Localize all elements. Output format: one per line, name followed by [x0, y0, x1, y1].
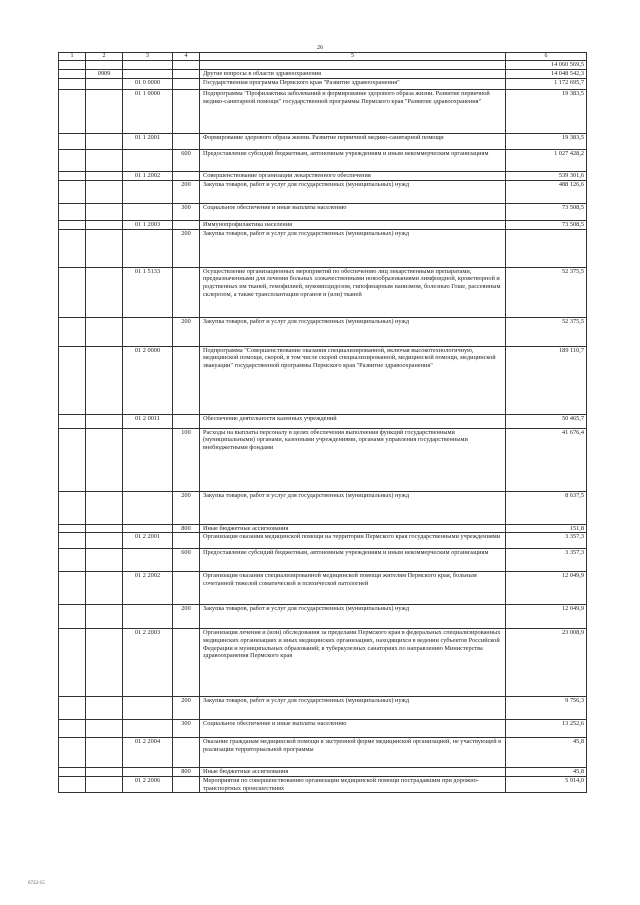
cell-amount: 45,8 [506, 768, 587, 777]
cell-description: Государственная программа Пермского края "Развитие здравоохранения" [200, 79, 506, 90]
table-row [59, 90, 587, 134]
cell-subsection [86, 61, 123, 70]
cell-target-item [123, 150, 173, 172]
cell-section [59, 203, 86, 220]
cell-section [59, 317, 86, 346]
cell-amount: 12 049,9 [506, 572, 587, 605]
cell-description: Социальное обеспечение и иные выплаты населению [200, 203, 506, 220]
cell-section [59, 61, 86, 70]
cell-section [59, 777, 86, 793]
cell-section [59, 605, 86, 629]
cell-expense-type [173, 414, 200, 428]
cell-subsection: 0909 [86, 70, 123, 79]
table-row [59, 629, 587, 697]
cell-expense-type: 600 [173, 549, 200, 572]
cell-expense-type: 100 [173, 428, 200, 491]
cell-target-item [123, 180, 173, 203]
cell-expense-type: 600 [173, 150, 200, 172]
cell-expense-type: 200 [173, 605, 200, 629]
cell-section [59, 90, 86, 134]
cell-section [59, 697, 86, 720]
cell-description: Закупка товаров, работ и услуг для государственных (муниципальных) нужд [200, 229, 506, 267]
cell-expense-type: 200 [173, 317, 200, 346]
cell-subsection [86, 172, 123, 181]
cell-target-item [123, 229, 173, 267]
table-row [59, 172, 587, 181]
cell-section [59, 414, 86, 428]
cell-subsection [86, 491, 123, 524]
table-row [59, 533, 587, 549]
table-row [59, 605, 587, 629]
cell-description: Иные бюджетные ассигнования [200, 768, 506, 777]
cell-section [59, 346, 86, 414]
cell-expense-type [173, 738, 200, 768]
table-row [59, 180, 587, 203]
cell-amount: 151,8 [506, 524, 587, 533]
cell-target-item: 01 1 0000 [123, 90, 173, 134]
table-row [59, 738, 587, 768]
cell-expense-type [173, 61, 200, 70]
cell-subsection [86, 777, 123, 793]
cell-description: Формирование здорового образа жизни. Развитие первичной медико-санитарной помощи [200, 134, 506, 150]
cell-section [59, 491, 86, 524]
cell-amount: 23 008,9 [506, 629, 587, 697]
cell-description: Мероприятия по совершенствованию организации медицинской помощи пострадавшим при дорожно-транспортных происшествиях [200, 777, 506, 793]
cell-description: Социальное обеспечение и иные выплаты населению [200, 720, 506, 738]
footer-code: 6722-15 [28, 881, 45, 886]
cell-subsection [86, 428, 123, 491]
cell-expense-type [173, 572, 200, 605]
cell-description: Иные бюджетные ассигнования [200, 524, 506, 533]
cell-section [59, 629, 86, 697]
cell-target-item [123, 317, 173, 346]
cell-section [59, 229, 86, 267]
cell-target-item: 01 0 0000 [123, 79, 173, 90]
column-number-1: 1 [59, 53, 86, 61]
cell-subsection [86, 768, 123, 777]
cell-subsection [86, 150, 123, 172]
cell-target-item: 01 1 5133 [123, 267, 173, 317]
cell-amount: 14 060 569,5 [506, 61, 587, 70]
cell-target-item [123, 549, 173, 572]
cell-target-item [123, 70, 173, 79]
cell-section [59, 768, 86, 777]
cell-amount: 539 301,6 [506, 172, 587, 181]
cell-subsection [86, 549, 123, 572]
cell-amount: 8 637,5 [506, 491, 587, 524]
column-number-6: 6 [506, 53, 587, 61]
cell-target-item: 01 2 0000 [123, 346, 173, 414]
table-row [59, 697, 587, 720]
cell-description: Подпрограмма "Профилактика заболеваний и формирование здорового образа жизни. Развитие первичной медико-санитарной помощи" государственной программы Пермского края "Развитие здравоохранения" [200, 90, 506, 134]
cell-target-item [123, 524, 173, 533]
cell-expense-type: 200 [173, 491, 200, 524]
cell-description: Организация лечения и (или) обследования за пределами Пермского края в федеральных специализированных медицинских организациях и иных медицинских организациях, находящихся в ведении субъектов Российской Федерации и муниципальных образований; в туберкулезных санаториях по направлению Министерства здравоохранения Пермского края [200, 629, 506, 697]
table-row [59, 346, 587, 414]
cell-section [59, 549, 86, 572]
table-row [59, 549, 587, 572]
cell-section [59, 134, 86, 150]
table-row [59, 70, 587, 79]
cell-amount: 73 508,5 [506, 220, 587, 229]
table-row [59, 61, 587, 70]
cell-amount: 488 126,6 [506, 180, 587, 203]
cell-subsection [86, 629, 123, 697]
cell-subsection [86, 605, 123, 629]
cell-section [59, 267, 86, 317]
cell-expense-type [173, 220, 200, 229]
cell-description: Закупка товаров, работ и услуг для государственных (муниципальных) нужд [200, 317, 506, 346]
cell-description: Осуществление организационных мероприятий по обеспечению лиц лекарственными препаратами, предназначенными для лечения больных злокачественными новообразованиями лимфоидной, кроветворной и родственных им тканей, гемофилией, муковисцидозом, гипофизарным нанизмом, болезнью Гоше, рассеянным склерозом, а также трансплантации органов и (или) тканей [200, 267, 506, 317]
cell-subsection [86, 738, 123, 768]
table-row [59, 491, 587, 524]
cell-expense-type: 200 [173, 229, 200, 267]
table-row [59, 150, 587, 172]
cell-amount: 1 172 695,7 [506, 79, 587, 90]
cell-description: Иммунопрофилактика населения [200, 220, 506, 229]
cell-amount: 12 049,9 [506, 605, 587, 629]
cell-expense-type [173, 777, 200, 793]
cell-amount: 19 383,5 [506, 134, 587, 150]
cell-target-item: 01 1 2002 [123, 172, 173, 181]
cell-section [59, 720, 86, 738]
cell-subsection [86, 134, 123, 150]
table-row [59, 229, 587, 267]
cell-amount: 9 756,3 [506, 697, 587, 720]
table-row [59, 267, 587, 317]
cell-amount: 73 508,5 [506, 203, 587, 220]
cell-expense-type: 800 [173, 524, 200, 533]
cell-amount: 14 048 542,3 [506, 70, 587, 79]
table-row [59, 79, 587, 90]
cell-section [59, 172, 86, 181]
cell-amount: 52 375,5 [506, 267, 587, 317]
cell-description: Другие вопросы в области здравоохранения [200, 70, 506, 79]
cell-target-item [123, 697, 173, 720]
cell-expense-type [173, 70, 200, 79]
cell-expense-type [173, 79, 200, 90]
cell-expense-type: 300 [173, 720, 200, 738]
cell-expense-type [173, 267, 200, 317]
cell-target-item [123, 61, 173, 70]
cell-subsection [86, 697, 123, 720]
column-number-3: 3 [123, 53, 173, 61]
cell-section [59, 70, 86, 79]
column-number-4: 4 [173, 53, 200, 61]
column-number-5: 5 [200, 53, 506, 61]
cell-subsection [86, 346, 123, 414]
cell-target-item [123, 768, 173, 777]
cell-target-item: 01 2 2002 [123, 572, 173, 605]
cell-subsection [86, 317, 123, 346]
cell-target-item: 01 1 2003 [123, 220, 173, 229]
cell-description: Расходы на выплаты персоналу в целях обеспечения выполнения функций государственными (муниципальными) органами, казенными учреждениями, органами управления государственными внебюджетными фондами [200, 428, 506, 491]
cell-expense-type [173, 533, 200, 549]
cell-target-item: 01 2 2001 [123, 533, 173, 549]
column-number-row [59, 53, 587, 61]
table-row [59, 414, 587, 428]
cell-description: Совершенствование организации лекарственного обеспечения [200, 172, 506, 181]
table-row [59, 524, 587, 533]
cell-section [59, 572, 86, 605]
table-body [59, 61, 587, 793]
cell-target-item [123, 720, 173, 738]
cell-target-item [123, 605, 173, 629]
table-row [59, 720, 587, 738]
cell-section [59, 180, 86, 203]
cell-target-item: 01 2 2006 [123, 777, 173, 793]
cell-expense-type: 200 [173, 697, 200, 720]
cell-target-item [123, 203, 173, 220]
cell-description: Закупка товаров, работ и услуг для государственных (муниципальных) нужд [200, 491, 506, 524]
cell-description: Предоставление субсидий бюджетным, автономным учреждениям и иным некоммерческим организациям [200, 150, 506, 172]
table-row [59, 317, 587, 346]
budget-table-sheet [58, 52, 586, 793]
cell-description: Закупка товаров, работ и услуг для государственных (муниципальных) нужд [200, 180, 506, 203]
cell-expense-type [173, 629, 200, 697]
cell-section [59, 738, 86, 768]
cell-amount: 52 375,5 [506, 317, 587, 346]
cell-subsection [86, 720, 123, 738]
cell-expense-type [173, 172, 200, 181]
cell-amount: 3 357,3 [506, 533, 587, 549]
cell-description: Оказание гражданам медицинской помощи в экстренной форме медицинской организацией, не участвующей в реализации территориальной программы [200, 738, 506, 768]
cell-amount [506, 229, 587, 267]
cell-description: Закупка товаров, работ и услуг для государственных (муниципальных) нужд [200, 697, 506, 720]
page-number: 26 [317, 45, 323, 51]
budget-table [58, 52, 587, 793]
cell-section [59, 150, 86, 172]
cell-amount: 189 110,7 [506, 346, 587, 414]
cell-target-item [123, 491, 173, 524]
table-row [59, 203, 587, 220]
cell-amount: 50 465,7 [506, 414, 587, 428]
cell-amount: 41 676,4 [506, 428, 587, 491]
table-row [59, 777, 587, 793]
cell-expense-type: 200 [173, 180, 200, 203]
cell-section [59, 428, 86, 491]
cell-expense-type: 800 [173, 768, 200, 777]
cell-section [59, 220, 86, 229]
cell-description: Обеспечение деятельности казенных учреждений [200, 414, 506, 428]
table-row [59, 768, 587, 777]
table-row [59, 134, 587, 150]
cell-section [59, 79, 86, 90]
cell-target-item: 01 2 2003 [123, 629, 173, 697]
table-row [59, 572, 587, 605]
cell-amount: 1 027 428,2 [506, 150, 587, 172]
cell-subsection [86, 90, 123, 134]
cell-description: Организация оказания медицинской помощи на территории Пермского края государственными учреждениями [200, 533, 506, 549]
cell-expense-type [173, 346, 200, 414]
cell-amount: 5 914,0 [506, 777, 587, 793]
cell-amount: 19 383,5 [506, 90, 587, 134]
cell-subsection [86, 79, 123, 90]
column-number-2: 2 [86, 53, 123, 61]
cell-amount: 13 252,6 [506, 720, 587, 738]
cell-section [59, 524, 86, 533]
cell-subsection [86, 203, 123, 220]
cell-description: Закупка товаров, работ и услуг для государственных (муниципальных) нужд [200, 605, 506, 629]
cell-target-item: 01 1 2001 [123, 134, 173, 150]
table-row [59, 428, 587, 491]
cell-description: Подпрограмма "Совершенствование оказания специализированной, включая высокотехнологичную, медицинской помощи, скорой, в том числе скорой специализированной, медицинской помощи, медицинской эвакуации" государственной программы Пермского края "Развитие здравоохранения" [200, 346, 506, 414]
cell-subsection [86, 267, 123, 317]
cell-expense-type: 300 [173, 203, 200, 220]
cell-target-item: 01 2 2004 [123, 738, 173, 768]
cell-subsection [86, 572, 123, 605]
cell-subsection [86, 533, 123, 549]
cell-target-item [123, 428, 173, 491]
cell-subsection [86, 524, 123, 533]
cell-description [200, 61, 506, 70]
cell-subsection [86, 180, 123, 203]
cell-description: Организация оказания специализированной медицинской помощи жителям Пермского края, больным сочетанной тяжелой соматической и психической патологией [200, 572, 506, 605]
cell-description: Предоставление субсидий бюджетным, автономным учреждениям и иным некоммерческим организациям [200, 549, 506, 572]
cell-subsection [86, 414, 123, 428]
table-row [59, 220, 587, 229]
cell-amount: 45,8 [506, 738, 587, 768]
cell-amount: 3 357,3 [506, 549, 587, 572]
cell-section [59, 533, 86, 549]
cell-target-item: 01 2 0011 [123, 414, 173, 428]
cell-expense-type [173, 134, 200, 150]
cell-subsection [86, 220, 123, 229]
cell-subsection [86, 229, 123, 267]
cell-expense-type [173, 90, 200, 134]
